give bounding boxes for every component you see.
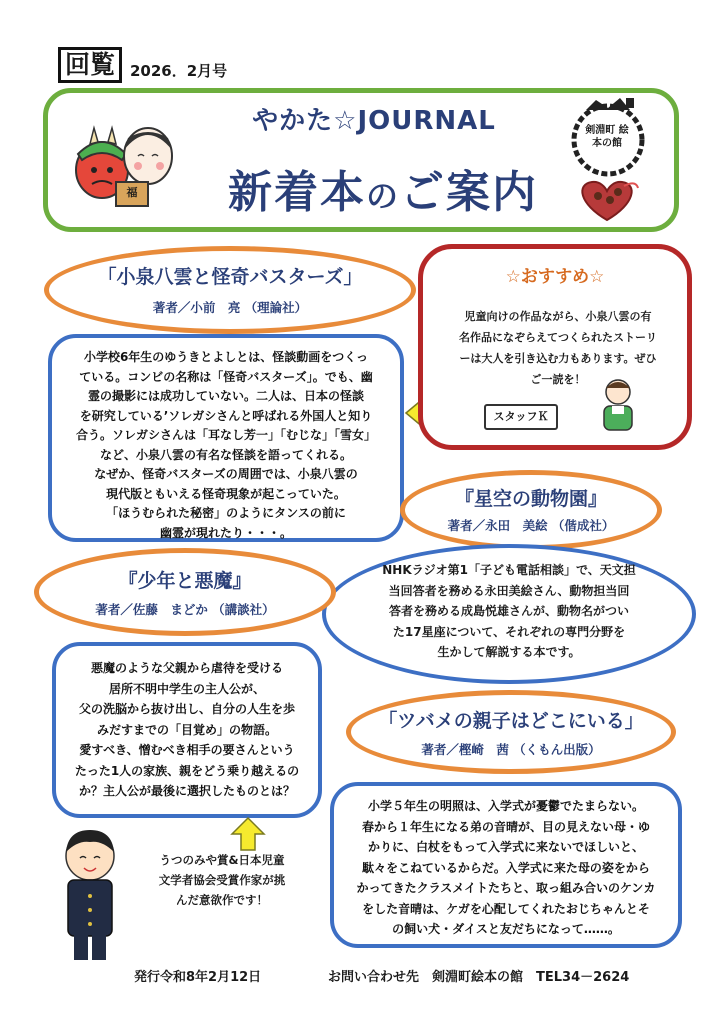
book-description: [52, 642, 322, 818]
description-line: かりに、白杖をもって入学式に来ないでほしいと、: [367, 840, 644, 854]
description-line: かってきたクラスメイトたちと、取っ組み合いのケンカ: [356, 881, 656, 895]
description-line: 霊の撮影には成功していない。二人は、日本の怪談: [87, 389, 364, 403]
main-title-part: の: [365, 177, 400, 215]
heart-chocolate-icon: [574, 178, 640, 222]
description-line: みだすまでの「目覚め」の物語。: [96, 722, 277, 737]
oni-otafuku-illustration: [68, 120, 180, 220]
description-line: 生かして解説する本です。: [437, 645, 581, 659]
kairan-label: 回覧: [58, 47, 122, 83]
description-line: 愛すべき、憎むべき相手の要さんという: [79, 743, 295, 757]
description-line: NHKラジオ第1「子ども電話相談」で、天文担: [382, 563, 636, 577]
mame-box-label: 福: [126, 186, 138, 199]
contact-info: お問い合わせ先 剣淵町絵本の館 TEL34－2624: [328, 970, 630, 985]
book-title: 『少年と悪魔』: [118, 570, 252, 592]
book-description: [330, 782, 682, 948]
description-line: ている。コンビの名称は「怪奇バスターズ」。でも、幽: [79, 369, 373, 384]
main-title: [188, 156, 578, 220]
book-title: 『星空の動物園』: [454, 488, 607, 510]
award-note: [132, 850, 312, 910]
recommend-line: ご一読を！: [530, 373, 586, 386]
book-author: 著者／佐藤 まどか （講談社）: [95, 602, 275, 617]
main-title-part: 新着本: [227, 167, 366, 218]
description-line: か？主人公が最後に選択したものとは？: [78, 784, 295, 798]
description-line: を研究している’ソレガシさんと呼ばれる外国人と知り: [79, 408, 373, 423]
book-author: 著者／永田 美絵 （偕成社）: [447, 518, 615, 533]
recommend-line: ーは大人を引き込む力もあります。ぜひ: [459, 352, 657, 365]
book-title: 「小泉八雲と怪奇バスターズ」: [97, 266, 363, 288]
description-line: 父の洗脳から抜け出し、自分の人生を歩: [78, 702, 295, 716]
book-author: 著者／小前 亮 （理論社）: [152, 300, 308, 315]
description-line: 合う。ソレガシさんは「耳なし芳一」「むじな」「雪女」: [75, 428, 376, 442]
note-line: んだ意欲作です！: [176, 893, 268, 907]
description-line: 小学５年生の明照は、入学式が憂鬱でたまらない。: [367, 799, 644, 813]
description-line: 「ほうむられた秘密」のようにタンスの前に: [106, 506, 346, 520]
staff-avatar-icon: [596, 376, 640, 432]
description-line: 駄々をこねているからだ。入学式に来た母の姿をから: [362, 860, 650, 875]
staff-label: スタッフＫ: [484, 404, 558, 430]
note-line: 文学者協会受賞作家が挑: [158, 873, 286, 887]
description-line: たった1人の家族、親をどう乗り越えるの: [74, 763, 300, 778]
note-line: うつのみや賞&日本児童: [159, 853, 285, 867]
book-description: [330, 560, 688, 663]
description-line: 小学校6年生のゆうきとよしとは、怪談動画をつくっ: [83, 350, 369, 364]
student-boy-illustration: [48, 826, 132, 966]
description-line: 居所不明中学生の主人公が、: [108, 681, 265, 696]
book-author: 著者／樫崎 茜 （くもん出版）: [421, 742, 601, 757]
description-line: なぜか、怪奇バスターズの周囲では、小泉八雲の: [94, 467, 358, 481]
description-line: をした音晴は、ケガを心配してくれたおじちゃんとそ: [362, 901, 650, 916]
recommend-title: ☆おすすめ☆: [505, 267, 605, 287]
book-description: [48, 334, 404, 542]
description-line: 答者を務める成島悦雄さんが、動物名がつい: [388, 604, 629, 618]
journal-title: やかた☆JOURNAL: [252, 106, 496, 136]
main-title-part: ご案内: [400, 167, 538, 218]
arrow-up-icon: [230, 816, 266, 852]
description-line: 春から１年生になる弟の音晴が、目の見えない母・ゆ: [361, 819, 650, 834]
description-line: 現代版ともいえる怪奇現象が起こっていた。: [106, 486, 346, 501]
description-line: の飼い犬・ダイスと友だちになって……。: [392, 922, 620, 936]
recommend-line: 名作品になぞらえてつくられたストーリ: [459, 331, 657, 344]
book-title-oval: [44, 246, 416, 334]
description-line: た17星座について、それぞれの専門分野を: [392, 624, 626, 639]
description-line: など、小泉八雲の有名な怪談を語ってくれる。: [99, 447, 352, 462]
issued-date: 発行令和8年2月12日: [134, 970, 262, 985]
description-line: 悪魔のような父親から虐待を受ける: [90, 661, 283, 675]
recommend-text: [438, 306, 678, 390]
issue-date: 2026．2月号: [130, 62, 228, 80]
recommend-line: 児童向けの作品ながら、小泉八雲の有: [464, 310, 652, 323]
logo-text: 剣淵町 絵本の館: [585, 125, 629, 149]
description-line: 幽霊が現れたり・・・。: [159, 525, 292, 540]
description-line: 当回答者を務める永田美絵さん、動物担当回: [388, 583, 630, 598]
book-title: 「ツバメの親子はどこにいる」: [378, 710, 644, 732]
